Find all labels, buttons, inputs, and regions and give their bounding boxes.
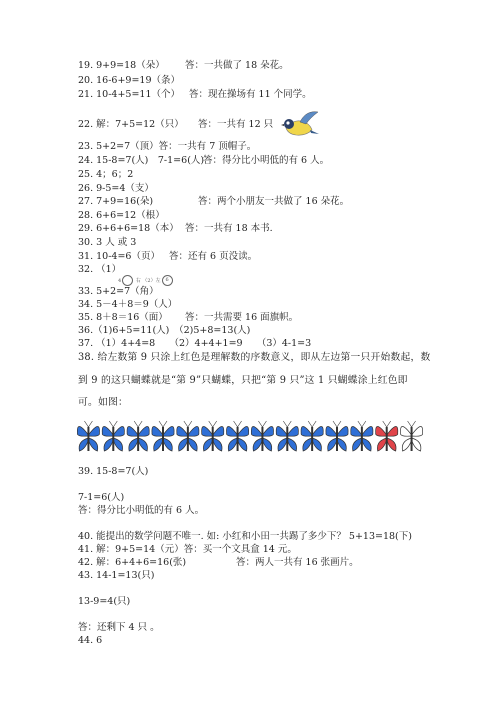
answer-32 [78,264,121,276]
line-right: 答：还有 6 页没读。 [169,251,258,262]
butterfly-6 [202,421,224,451]
butterfly-row [76,418,424,456]
line-left: 42. 解：6+4+6=16(张) [78,557,187,568]
answer-19 [78,60,289,72]
line-left: 21. 10-4+5=11（个） [78,89,181,100]
circle-icon: 6 [162,275,173,286]
line-left: 31. 10-4=6（页） [78,251,160,262]
line-left: 19. 9+9=18（朵） [78,60,165,71]
line-left: 24. 15-8=7(人) 7-1=6(人) [78,155,205,166]
answer-40: 40. 能提出的数学问题不唯一. 如: 小红和小田一共踢了多少下？ 5+13=18(下) [78,531,412,542]
answer-39: 39. 15-8=7(人) [78,466,149,477]
answer-29 [78,223,273,235]
butterfly-3 [127,421,149,451]
line-left: 26. 9-5=4（支） [78,183,154,194]
butterfly-4 [152,421,174,451]
answer-22 [78,119,274,131]
answer-31 [78,251,258,263]
line-left: 32. （1） [78,264,122,275]
answer-35 [78,312,299,324]
answer-38-line1: 38. 给左数第 9 只涂上红色是理解数的序数意义，即从左边第一只开始数起，数 [78,352,431,363]
answer-43-conclusion: 答：还剩下 4 只 。 [78,622,160,633]
butterfly-11 [326,421,348,451]
butterfly-7 [226,421,248,451]
bird-illustration [280,108,320,142]
butterfly-2 [102,421,124,451]
answer-26 [78,183,154,195]
line-right: 答：一共有 18 本书. [185,223,273,234]
line-left: 35. 8＋8＝16（面） [78,312,168,323]
fig32-part2: （2）左 [142,278,161,284]
line-right: 答：一共有 12 只 [198,119,274,130]
line-left: 20. 16-6+9=19（条） [78,75,181,86]
line-left: 34. 5－4＋8＝9（人） [78,299,178,310]
line-right: 答：得分比小明低的有 6 人。 [203,155,330,166]
answer-20 [78,75,180,87]
answer-39-conclusion: 答：得分比小明低的有 6 人。 [78,505,205,516]
answer-44: 44. 6 [78,635,103,646]
answer-24 [78,155,330,167]
answer-36 [78,325,250,337]
fig32-label: 右 [135,278,141,284]
line-right: 答：现在操场有 11 个同学。 [189,89,312,100]
answer-41: 41. 解：9+5=14（元）答：买一个文具盒 14 元。 [78,544,297,555]
line-right: 答：一共需要 16 面旗帜。 [185,312,299,323]
figure-32 [118,275,174,286]
answer-43: 43. 14-1=13(只) [78,570,155,581]
butterfly-5 [177,421,199,451]
answer-39-step2: 7-1=6(人) [78,492,125,503]
answer-34 [78,299,177,311]
line-left: 30. 3 人 或 3 [78,237,137,248]
line-left: 23. 5+2=7（顶）答：一共有 7 顶帽子。 [78,141,257,152]
butterfly-14 [400,421,422,451]
answer-43-step2: 13-9=4(只) [78,596,131,607]
line-left: 29. 6+6+6=18（本） [78,223,179,234]
answer-38-line3: 可。如图： [78,397,128,408]
circle-icon [122,275,133,286]
line-left: 27. 7+9=16(朵) [78,196,154,207]
butterfly-10 [301,421,323,451]
line-left: 25. 4；6；2 [78,169,134,180]
answer-37 [78,338,311,350]
butterfly-1 [77,421,99,451]
answer-28 [78,210,165,222]
answer-27 [78,196,350,208]
line-right: 答：一共做了 18 朵花。 [185,60,289,71]
line-left: 36.（1)6+5=11(人) （2)5+8=13(人) [78,325,251,336]
butterfly-13 [376,421,398,451]
answer-42 [78,557,359,569]
answer-23 [78,141,256,153]
butterfly-12 [351,421,373,451]
butterfly-8 [251,421,273,451]
answer-38-line2: 到 9 的这只蝴蝶就是“第 9”只蝴蝶，只把“第 9 只”这 1 只蝴蝶涂上红色即 [78,375,408,386]
line-left: 22. 解：7+5=12（只） [78,119,184,130]
answer-25 [78,169,133,181]
line-left: 28. 6+6=12（根） [78,210,165,221]
line-right: 答：两人一共有 16 张画片。 [236,557,359,568]
answer-30 [78,237,136,249]
fig32-num: 4 [118,278,122,284]
line-right: 答：两个小朋友一共做了 16 朵花。 [198,196,350,207]
line-left: 37. （1）4+4=8 （2）4+4+1=9 （3）4-1=3 [78,338,312,349]
answer-33 [78,286,159,298]
answer-21 [78,89,312,101]
butterfly-9 [276,421,298,451]
line-left: 33. 5+2=7（角） [78,286,159,297]
